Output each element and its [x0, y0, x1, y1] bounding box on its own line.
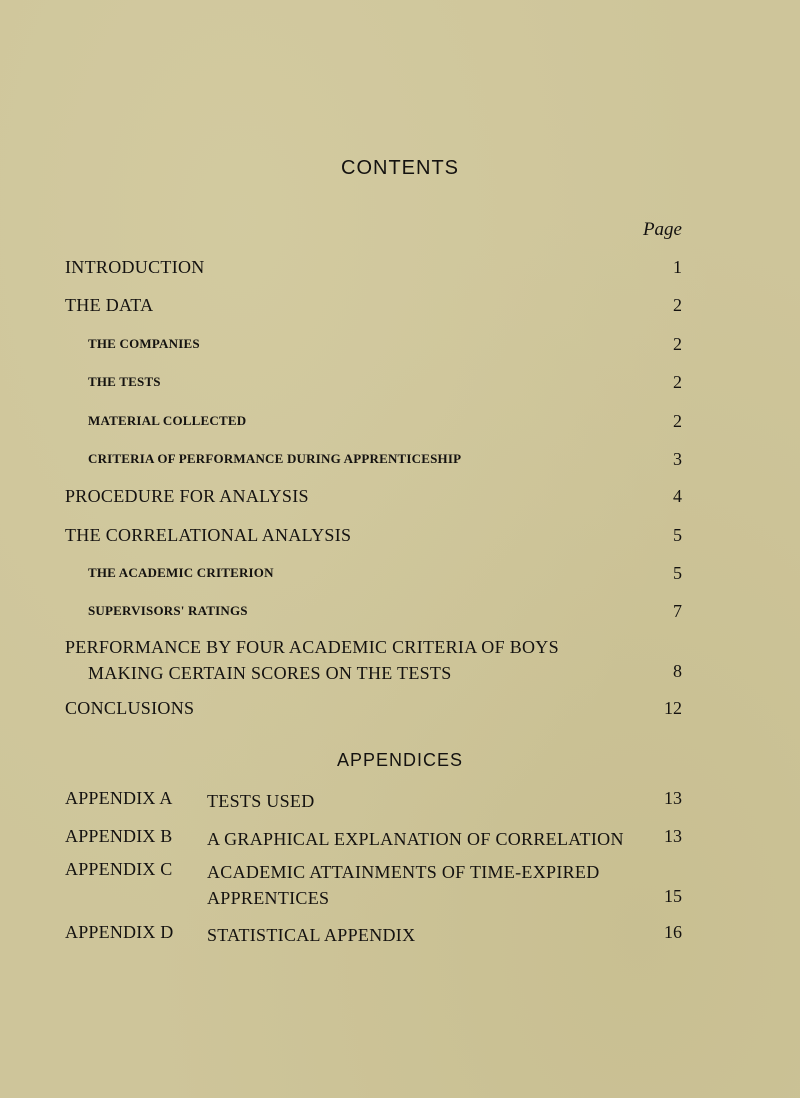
toc-entry-page: 7 — [673, 601, 682, 621]
appendix-title — [207, 826, 624, 852]
toc-subentry-title: MATERIAL COLLECTED — [88, 413, 247, 428]
toc-entry-title: PROCEDURE FOR ANALYSIS — [65, 486, 309, 506]
toc-subentry-title: THE ACADEMIC CRITERION — [88, 565, 274, 580]
toc-entry-page: 4 — [673, 486, 682, 506]
appendix-title — [207, 859, 600, 911]
toc-entry-page: 2 — [673, 411, 682, 431]
toc-entry-page: 5 — [673, 563, 682, 583]
appendix-title-line: STATISTICAL APPENDIX — [207, 925, 416, 945]
appendix-page: 13 — [664, 788, 682, 808]
appendix-label: APPENDIX A — [65, 788, 173, 808]
toc-entry-page: 2 — [673, 295, 682, 315]
toc-entry-title — [65, 634, 559, 686]
appendix-title-line: APPRENTICES — [207, 888, 330, 908]
appendix-page: 16 — [664, 922, 682, 942]
appendix-label: APPENDIX D — [65, 922, 174, 942]
appendix-label: APPENDIX B — [65, 826, 173, 846]
appendix-label: APPENDIX C — [65, 859, 173, 879]
toc-entry-page: 1 — [673, 257, 682, 277]
toc-subentry-title: CRITERIA OF PERFORMANCE DURING APPRENTICESHIP — [88, 451, 462, 466]
toc-entry-page: 8 — [673, 661, 682, 681]
appendices-heading: APPENDICES — [336, 750, 464, 770]
toc-subentry-title: THE COMPANIES — [88, 336, 200, 351]
appendix-page: 13 — [664, 826, 682, 846]
toc-entry-page: 3 — [673, 449, 682, 469]
appendix-title — [207, 922, 415, 948]
appendix-title-line: ACADEMIC ATTAINMENTS OF TIME-EXPIRED — [207, 862, 600, 882]
toc-entry-title-line: PERFORMANCE BY FOUR ACADEMIC CRITERIA OF BOYS — [65, 637, 559, 657]
toc-entry-page: 2 — [673, 372, 682, 392]
appendix-page: 15 — [664, 886, 682, 906]
contents-heading: CONTENTS — [341, 157, 459, 179]
toc-entry-title: THE DATA — [65, 295, 154, 315]
toc-entry-title-line: MAKING CERTAIN SCORES ON THE TESTS — [88, 663, 452, 683]
toc-entry-title: CONCLUSIONS — [65, 698, 195, 718]
toc-entry-title: THE CORRELATIONAL ANALYSIS — [65, 525, 352, 545]
toc-entry-page: 5 — [673, 525, 682, 545]
toc-entry-page: 2 — [673, 334, 682, 354]
toc-entry-title: INTRODUCTION — [65, 257, 205, 277]
appendix-title-line: TESTS USED — [207, 791, 315, 811]
toc-subentry-title: THE TESTS — [88, 374, 161, 389]
toc-subentry-title: SUPERVISORS' RATINGS — [88, 603, 248, 618]
appendix-title — [207, 788, 315, 814]
page-column-label: Page — [642, 219, 682, 240]
appendix-title-line: A GRAPHICAL EXPLANATION OF CORRELATION — [207, 829, 624, 849]
toc-entry-page: 12 — [664, 698, 682, 718]
